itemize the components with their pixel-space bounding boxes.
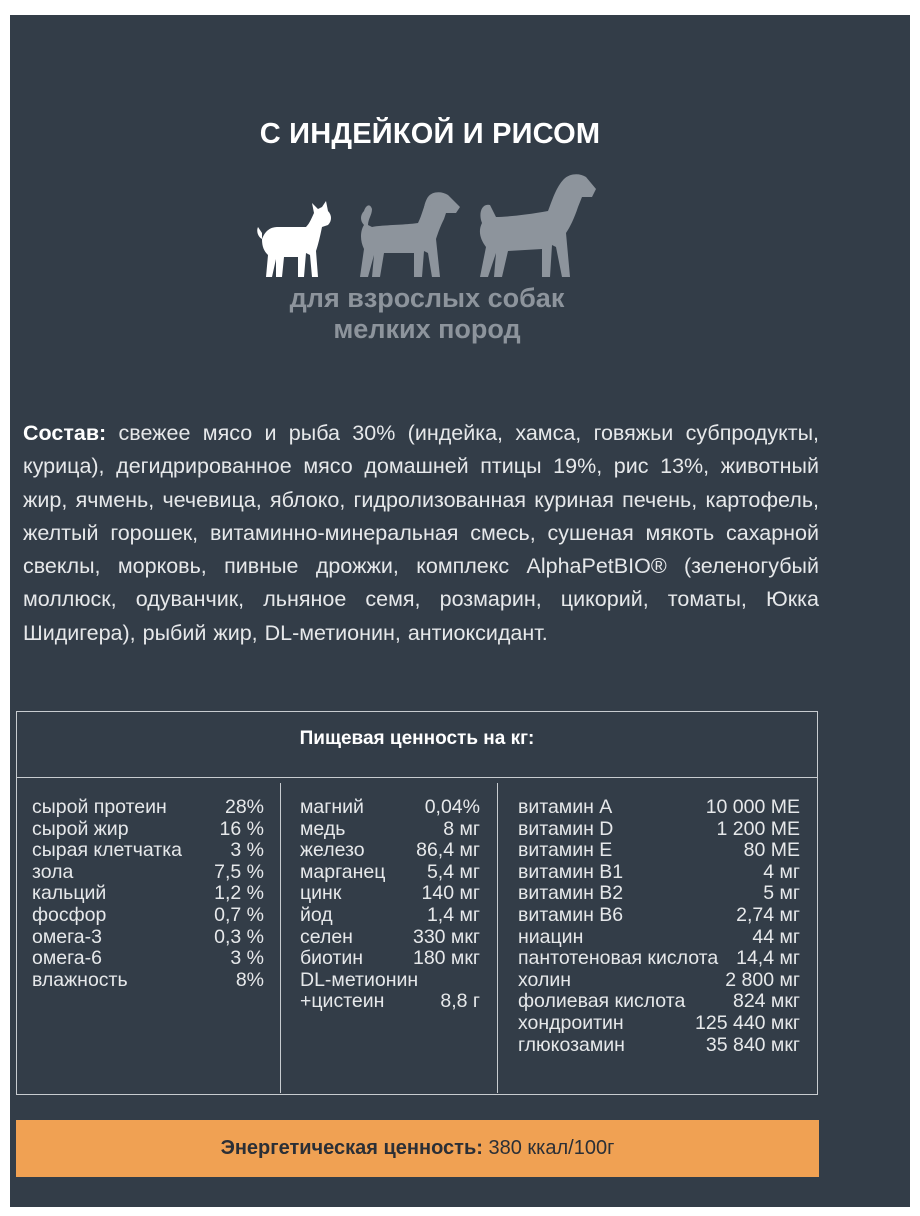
nutrient-name: пантотеновая кислота xyxy=(518,947,719,970)
nutrient-name: медь xyxy=(300,817,346,840)
nutrient-row xyxy=(518,797,800,819)
nutrient-row xyxy=(32,970,264,992)
nutrient-name: сырая клетчатка xyxy=(32,839,183,862)
nutrient-row xyxy=(300,840,480,862)
nutrient-name: +цистеин xyxy=(300,990,385,1013)
nutrient-name: омега-6 xyxy=(32,947,102,970)
nutrient-row xyxy=(300,905,480,927)
nutrient-row xyxy=(32,883,264,905)
nutrient-value: 125 440 мкг xyxy=(695,1011,800,1034)
nutrient-value: 2,74 мг xyxy=(736,903,800,926)
nutrient-value: 16 % xyxy=(219,817,264,840)
energy-text xyxy=(16,1120,819,1177)
nutrient-name: холин xyxy=(518,968,571,991)
nutrient-name: витамин D xyxy=(518,817,614,840)
audience-text xyxy=(10,283,844,345)
nutrient-row xyxy=(518,970,800,992)
nutrient-name: витамин В6 xyxy=(518,903,624,926)
nutrient-name: железо xyxy=(300,839,365,862)
nutrition-column-2 xyxy=(300,797,480,1013)
column-divider xyxy=(497,783,498,1093)
nutrient-name: ниацин xyxy=(518,925,584,948)
nutrient-name: сырой протеин xyxy=(32,796,167,818)
nutrient-row xyxy=(300,927,480,949)
nutrient-value: 44 мг xyxy=(752,925,800,948)
nutrient-name: марганец xyxy=(300,860,386,883)
nutrient-name: влажность xyxy=(32,968,128,991)
nutrient-value: 7,5 % xyxy=(214,860,264,883)
nutrient-row xyxy=(518,927,800,949)
nutrient-value: 28% xyxy=(224,796,264,818)
nutrient-name: биотин xyxy=(300,947,364,970)
nutrient-name: кальций xyxy=(32,882,107,905)
nutrient-value: 8% xyxy=(235,968,264,991)
nutrient-row xyxy=(518,883,800,905)
product-panel xyxy=(10,15,910,1207)
nutrient-row xyxy=(32,862,264,884)
nutrient-value: 0,04% xyxy=(424,796,480,818)
nutrition-column-1 xyxy=(32,797,264,991)
nutrient-row xyxy=(300,819,480,841)
nutrient-row xyxy=(518,905,800,927)
nutrient-value: 0,7 % xyxy=(214,903,264,926)
nutrient-name: витамин В2 xyxy=(518,882,624,905)
nutrition-title: Пищевая ценность на кг: xyxy=(299,728,535,749)
nutrient-row xyxy=(32,840,264,862)
energy-label: Энергетическая ценность: xyxy=(220,1137,483,1159)
nutrient-row xyxy=(300,991,480,1013)
nutrient-name: зола xyxy=(32,860,74,883)
nutrient-name: хондроитин xyxy=(518,1011,624,1034)
nutrient-name: селен xyxy=(300,925,353,948)
energy-value: 380 ккал/100г xyxy=(488,1137,615,1159)
nutrient-value: 1,2 % xyxy=(214,882,264,905)
nutrient-row xyxy=(300,862,480,884)
nutrient-row xyxy=(300,883,480,905)
composition-label: Состав: xyxy=(23,421,107,445)
nutrient-value: 5,4 мг xyxy=(426,860,480,883)
nutrient-row xyxy=(518,948,800,970)
nutrient-name: фолиевая кислота xyxy=(518,990,686,1013)
nutrient-row xyxy=(32,948,264,970)
nutrient-row xyxy=(518,840,800,862)
column-divider xyxy=(280,783,281,1093)
nutrient-row xyxy=(300,797,480,819)
nutrient-value: 0,3 % xyxy=(214,925,264,948)
nutrient-row xyxy=(518,862,800,884)
nutrient-name: сырой жир xyxy=(32,817,129,840)
nutrient-name: витамин Е xyxy=(518,839,613,862)
nutrient-row xyxy=(518,1035,800,1057)
nutrient-row xyxy=(300,970,480,992)
nutrient-row xyxy=(518,819,800,841)
audience-line-1: для взрослых собак xyxy=(289,283,565,313)
nutrient-name: цинк xyxy=(300,882,342,905)
nutrient-name: магний xyxy=(300,796,364,818)
product-subtitle: С ИНДЕЙКОЙ И РИСОМ xyxy=(259,118,601,150)
nutrient-value: 14,4 мг xyxy=(736,947,800,970)
nutrient-value: 330 мкг xyxy=(412,925,480,948)
nutrient-value: 35 840 мкг xyxy=(705,1033,800,1056)
nutrient-value: 1 200 МЕ xyxy=(716,817,800,840)
nutrient-name: йод xyxy=(300,903,333,926)
nutrient-value: 86,4 мг xyxy=(416,839,480,862)
composition-text: свежее мясо и рыба 30% (индейка, хамса, говяжьи субпродукты, курица), дегидрированное мясо домашней птицы 19%, рис 13%, животный жир, ячмень, чечевица, яблоко, гидролизованная куриная печень, картофель, желтый горошек, витаминно-минеральная смесь, сушеная мякоть сахарной свеклы, морковь, пивные дрожжи, комплекс AlphaPetBIO® (зеленогубый моллюск, одуванчик, льняное семя, розмарин, цикорий, томаты, Юкка Шидигера), рыбий жир, DL-метионин, антиоксидант. xyxy=(23,421,819,645)
nutrient-value: 140 мг xyxy=(421,882,480,905)
nutrient-value: 8 мг xyxy=(443,817,480,840)
nutrient-value: 80 МЕ xyxy=(743,839,800,862)
nutrient-row xyxy=(32,819,264,841)
dog-size-illustration xyxy=(256,167,596,287)
nutrient-value: 8,8 г xyxy=(440,990,480,1013)
nutrient-value: 5 мг xyxy=(763,882,800,905)
small-dog-icon xyxy=(257,201,331,277)
large-dog-icon xyxy=(480,174,596,277)
nutrition-header-divider xyxy=(16,777,818,778)
nutrient-value: 10 000 МЕ xyxy=(705,796,800,818)
nutrient-row xyxy=(518,991,800,1013)
nutrient-row xyxy=(300,948,480,970)
medium-dog-icon xyxy=(360,192,460,277)
nutrient-name: витамин А xyxy=(518,796,613,818)
nutrient-value: 4 мг xyxy=(763,860,800,883)
energy-bar xyxy=(16,1120,819,1177)
nutrient-value: 2 800 мг xyxy=(725,968,800,991)
audience-line-2: мелких пород xyxy=(333,314,521,344)
nutrient-row xyxy=(32,797,264,819)
nutrient-value: 3 % xyxy=(230,839,264,862)
nutrient-row xyxy=(32,905,264,927)
nutrient-name: омега-3 xyxy=(32,925,102,948)
nutrient-row xyxy=(518,1013,800,1035)
nutrient-value: 824 мкг xyxy=(732,990,800,1013)
composition-paragraph xyxy=(23,417,819,650)
nutrient-name: фосфор xyxy=(32,903,107,926)
nutrition-column-3 xyxy=(518,797,800,1056)
nutrient-name: глюкозамин xyxy=(518,1033,625,1056)
nutrient-value: 180 мкг xyxy=(412,947,480,970)
nutrient-value: 1,4 мг xyxy=(426,903,480,926)
nutrient-value: 3 % xyxy=(230,947,264,970)
nutrient-row xyxy=(32,927,264,949)
nutrient-name: DL-метионин xyxy=(300,968,419,991)
nutrient-name: витамин В1 xyxy=(518,860,624,883)
